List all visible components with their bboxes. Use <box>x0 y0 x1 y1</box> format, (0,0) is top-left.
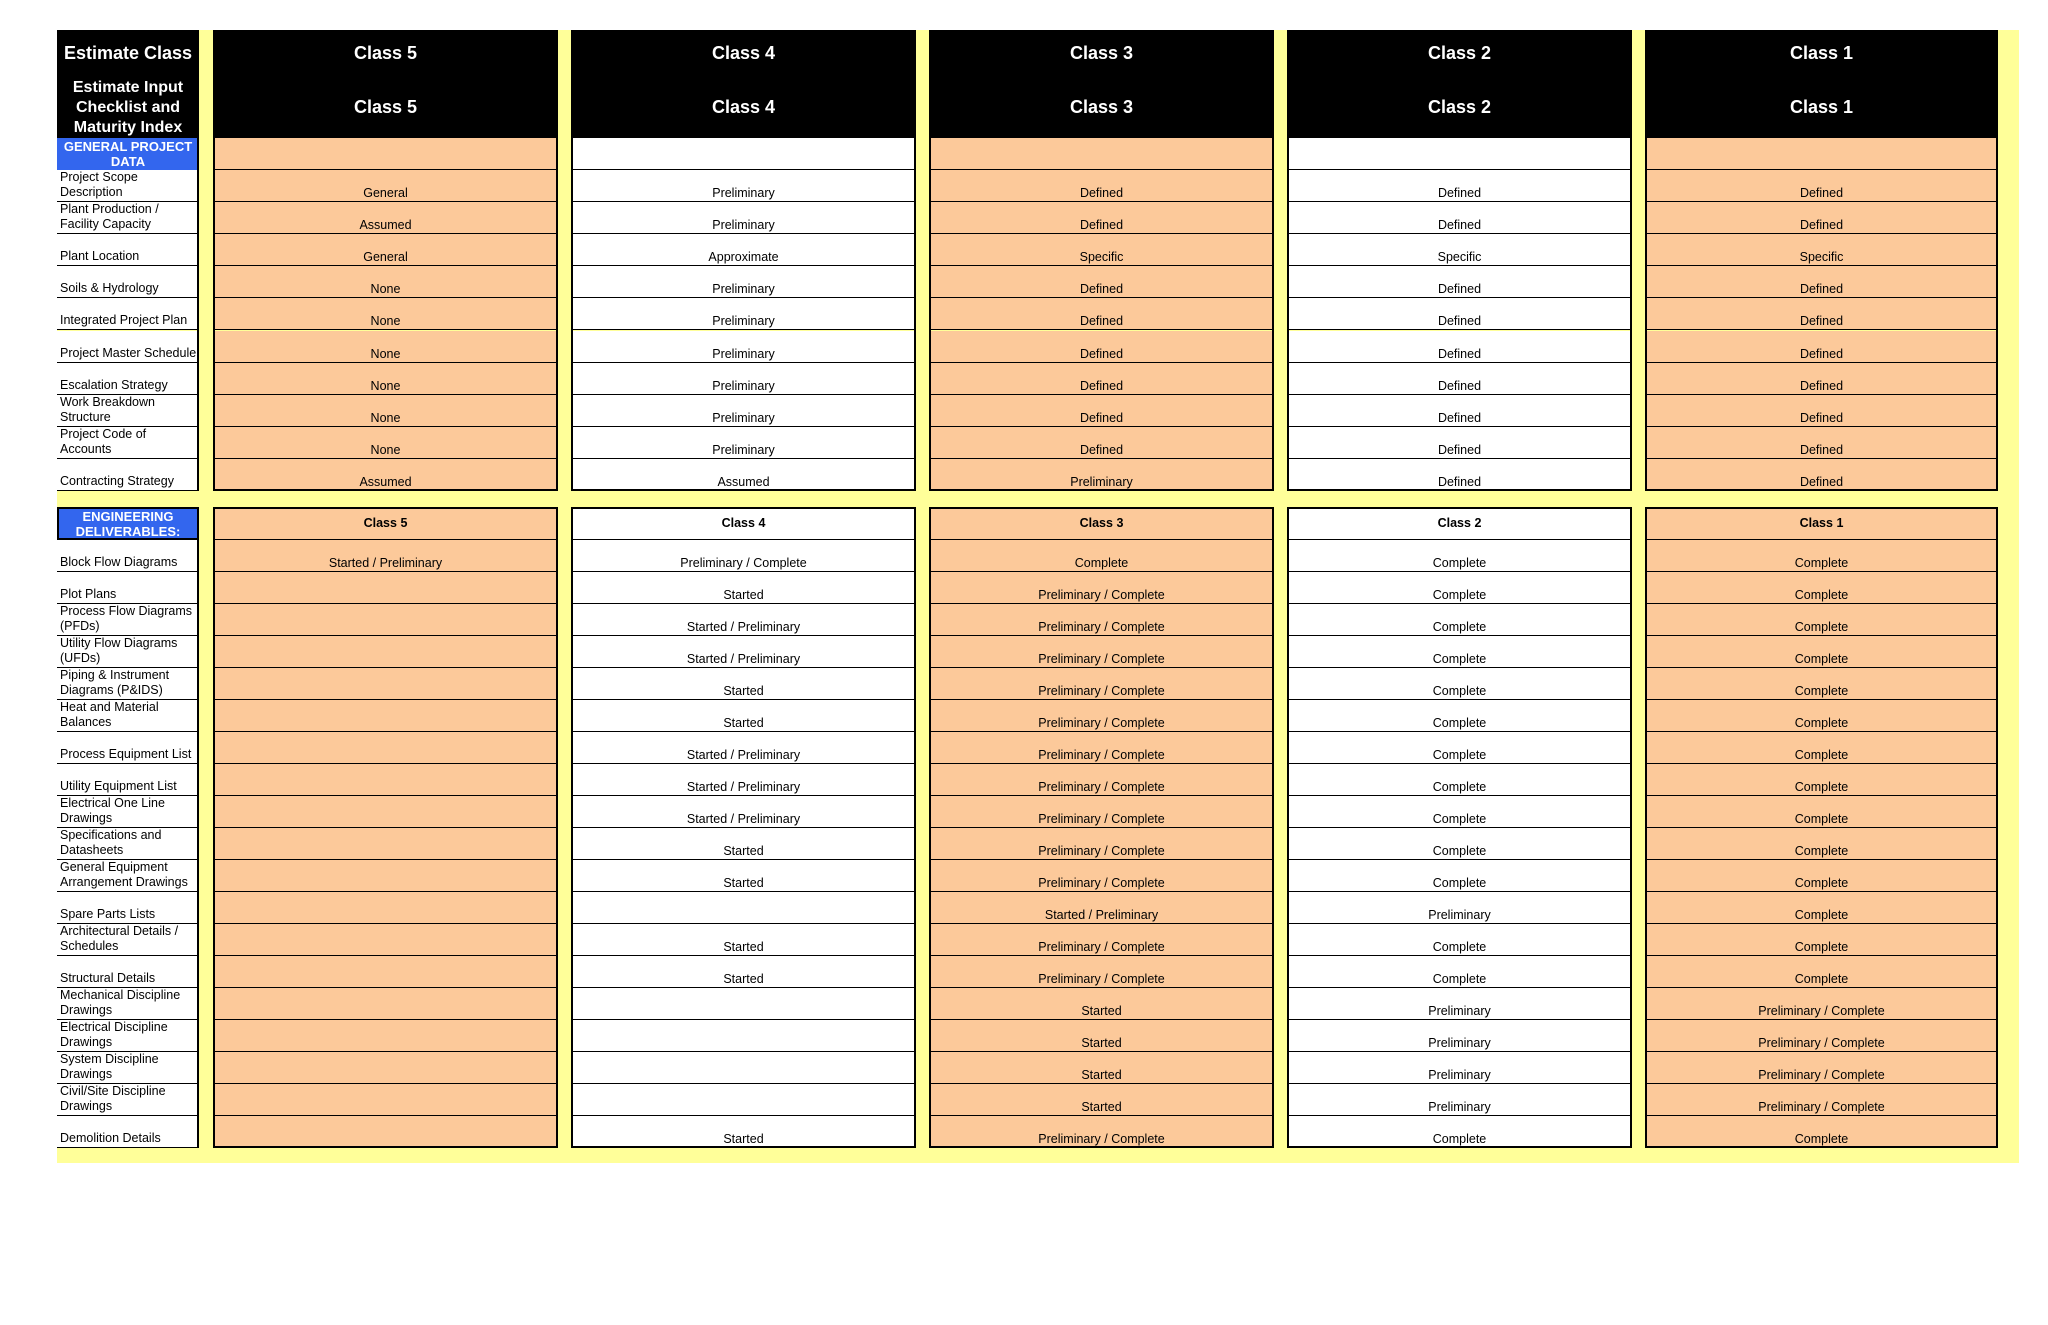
engineering-row-value <box>213 860 558 892</box>
engineering-row-value: Preliminary / Complete <box>571 540 916 572</box>
engineering-row-value <box>213 1020 558 1052</box>
general-row-label: Plant Production / Facility Capacity <box>57 202 199 234</box>
engineering-row-value: Complete <box>1645 796 1998 828</box>
engineering-row-value: Started <box>571 828 916 860</box>
engineering-row-value: Preliminary / Complete <box>929 860 1274 892</box>
engineering-class-subheader: Class 3 <box>929 507 1274 540</box>
engineering-row-value: Preliminary / Complete <box>929 764 1274 796</box>
general-row-label: Project Master Schedule <box>57 331 199 363</box>
general-row-value: Preliminary <box>571 427 916 459</box>
engineering-row-value: Started / Preliminary <box>571 604 916 636</box>
general-row-value: Preliminary <box>571 266 916 298</box>
general-row-value: Preliminary <box>571 363 916 395</box>
engineering-row-value: Complete <box>1645 700 1998 732</box>
engineering-row-value: Preliminary / Complete <box>1645 988 1998 1020</box>
general-row-value: Defined <box>1287 363 1632 395</box>
engineering-row-label: Demolition Details <box>57 1116 199 1148</box>
class-header-bottom: Class 3 <box>929 77 1274 138</box>
engineering-row-value: Complete <box>1287 668 1632 700</box>
engineering-row-label: Utility Equipment List <box>57 764 199 796</box>
general-row-value: None <box>213 363 558 395</box>
engineering-row-value <box>213 828 558 860</box>
engineering-row-value <box>213 988 558 1020</box>
general-row-value: Defined <box>929 395 1274 427</box>
engineering-row-value: Complete <box>1645 924 1998 956</box>
engineering-row-value: Complete <box>1287 700 1632 732</box>
engineering-row-value: Started / Preliminary <box>213 540 558 572</box>
engineering-row-value <box>213 924 558 956</box>
general-row-value: General <box>213 170 558 202</box>
general-row-value: Defined <box>1645 266 1998 298</box>
engineering-row-value: Complete <box>1287 540 1632 572</box>
engineering-row-value: Complete <box>1645 636 1998 668</box>
general-row-value: Defined <box>1645 170 1998 202</box>
engineering-row-value <box>571 892 916 924</box>
engineering-row-value: Preliminary / Complete <box>929 732 1274 764</box>
general-row-value: None <box>213 331 558 363</box>
general-row-value: Preliminary <box>929 459 1274 491</box>
engineering-row-value <box>213 796 558 828</box>
general-row-value: Defined <box>929 363 1274 395</box>
engineering-row-value <box>213 604 558 636</box>
engineering-row-value: Complete <box>1645 668 1998 700</box>
general-row-value: Defined <box>1645 363 1998 395</box>
engineering-row-value: Preliminary / Complete <box>1645 1084 1998 1116</box>
general-row-value: Specific <box>1645 234 1998 266</box>
engineering-row-value: Started <box>929 988 1274 1020</box>
engineering-row-label: Process Equipment List <box>57 732 199 764</box>
engineering-row-value: Preliminary <box>1287 1020 1632 1052</box>
general-row-value: None <box>213 395 558 427</box>
engineering-row-value: Complete <box>1645 892 1998 924</box>
general-row-value: Defined <box>1287 331 1632 363</box>
general-row-value: None <box>213 266 558 298</box>
engineering-row-value: Preliminary / Complete <box>1645 1052 1998 1084</box>
general-row-value: Defined <box>929 266 1274 298</box>
engineering-row-value: Started / Preliminary <box>571 636 916 668</box>
label-column-rule <box>197 138 199 491</box>
engineering-row-value <box>213 572 558 604</box>
class-header-top: Class 2 <box>1287 30 1632 77</box>
general-row-value: Defined <box>1287 202 1632 234</box>
engineering-row-label: Plot Plans <box>57 572 199 604</box>
engineering-class-subheader: Class 1 <box>1645 507 1998 540</box>
general-row-value: Defined <box>929 298 1274 330</box>
engineering-row-value <box>213 1052 558 1084</box>
general-row-value: Defined <box>929 331 1274 363</box>
engineering-row-value: Started / Preliminary <box>571 732 916 764</box>
general-row-value: Defined <box>1287 170 1632 202</box>
engineering-row-value: Complete <box>1645 732 1998 764</box>
general-row-label: Escalation Strategy <box>57 363 199 395</box>
section-blank-cell <box>929 138 1274 170</box>
general-row-label: Integrated Project Plan <box>57 298 199 330</box>
engineering-row-label: Architectural Details / Schedules <box>57 924 199 956</box>
engineering-row-value <box>213 636 558 668</box>
engineering-row-value <box>571 988 916 1020</box>
engineering-row-value: Complete <box>1287 956 1632 988</box>
engineering-class-subheader: Class 5 <box>213 507 558 540</box>
general-row-value: Defined <box>1645 427 1998 459</box>
engineering-row-value: Complete <box>1287 828 1632 860</box>
engineering-row-label: Piping & Instrument Diagrams (P&IDS) <box>57 668 199 700</box>
general-row-value: Preliminary <box>571 202 916 234</box>
engineering-row-label: General Equipment Arrangement Drawings <box>57 860 199 892</box>
section-blank-cell <box>213 138 558 170</box>
general-row-value: Assumed <box>213 459 558 491</box>
engineering-class-subheader: Class 2 <box>1287 507 1632 540</box>
engineering-row-value: Started <box>571 700 916 732</box>
engineering-row-value: Complete <box>1645 828 1998 860</box>
general-row-value: Defined <box>1287 459 1632 491</box>
engineering-row-value: Preliminary / Complete <box>929 924 1274 956</box>
general-row-label: Contracting Strategy <box>57 459 199 491</box>
engineering-row-label: Utility Flow Diagrams (UFDs) <box>57 636 199 668</box>
class-header-bottom: Class 5 <box>213 77 558 138</box>
engineering-row-label: Heat and Material Balances <box>57 700 199 732</box>
engineering-row-value: Complete <box>1287 796 1632 828</box>
general-row-value: Defined <box>1645 202 1998 234</box>
engineering-row-value <box>213 700 558 732</box>
class-header-bottom: Class 4 <box>571 77 916 138</box>
engineering-row-value: Complete <box>1645 764 1998 796</box>
engineering-row-value: Started / Preliminary <box>571 764 916 796</box>
engineering-row-value: Started <box>571 668 916 700</box>
general-row-value: Preliminary <box>571 395 916 427</box>
class-header-bottom: Class 1 <box>1645 77 1998 138</box>
general-row-label: Project Scope Description <box>57 170 199 202</box>
general-row-label: Plant Location <box>57 234 199 266</box>
engineering-row-value <box>213 764 558 796</box>
general-row-value: Defined <box>1287 395 1632 427</box>
engineering-row-label: Spare Parts Lists <box>57 892 199 924</box>
general-row-value: Assumed <box>213 202 558 234</box>
engineering-row-value: Complete <box>1645 604 1998 636</box>
engineering-row-value: Complete <box>929 540 1274 572</box>
engineering-row-value: Preliminary / Complete <box>929 604 1274 636</box>
engineering-row-label: System Discipline Drawings <box>57 1052 199 1084</box>
general-row-value: Defined <box>929 202 1274 234</box>
engineering-row-label: Process Flow Diagrams (PFDs) <box>57 604 199 636</box>
engineering-row-value <box>571 1084 916 1116</box>
general-row-value: Defined <box>1645 298 1998 330</box>
engineering-row-value: Preliminary <box>1287 1052 1632 1084</box>
engineering-row-value: Complete <box>1645 860 1998 892</box>
general-project-data-heading: GENERAL PROJECT DATA <box>57 138 199 170</box>
class-header-top: Class 1 <box>1645 30 1998 77</box>
engineering-row-value <box>213 1084 558 1116</box>
section-blank-cell <box>1645 138 1998 170</box>
section-blank-cell <box>1287 138 1632 170</box>
general-row-value: Assumed <box>571 459 916 491</box>
general-row-value: Preliminary <box>571 331 916 363</box>
class-header-bottom: Class 2 <box>1287 77 1632 138</box>
general-row-label: Work Breakdown Structure <box>57 395 199 427</box>
checklist-title: Estimate Input Checklist and Maturity Index <box>57 77 199 138</box>
engineering-row-value: Complete <box>1287 924 1632 956</box>
engineering-row-value: Preliminary / Complete <box>929 572 1274 604</box>
engineering-row-value: Preliminary / Complete <box>929 700 1274 732</box>
engineering-row-value <box>571 1020 916 1052</box>
general-row-value: General <box>213 234 558 266</box>
engineering-row-value: Started <box>929 1084 1274 1116</box>
engineering-row-value: Complete <box>1645 956 1998 988</box>
general-row-value: Defined <box>1287 427 1632 459</box>
engineering-row-label: Electrical Discipline Drawings <box>57 1020 199 1052</box>
engineering-row-value: Started <box>571 956 916 988</box>
engineering-row-value: Started / Preliminary <box>929 892 1274 924</box>
engineering-row-value: Complete <box>1645 1116 1998 1148</box>
engineering-row-value: Preliminary / Complete <box>929 796 1274 828</box>
general-row-label: Project Code of Accounts <box>57 427 199 459</box>
engineering-row-value <box>213 892 558 924</box>
engineering-row-value: Complete <box>1287 764 1632 796</box>
general-row-value: Defined <box>1645 459 1998 491</box>
general-row-value: Preliminary <box>571 170 916 202</box>
general-row-value: Preliminary <box>571 298 916 330</box>
general-row-value: Defined <box>1645 331 1998 363</box>
general-row-value: Specific <box>1287 234 1632 266</box>
engineering-row-value: Preliminary / Complete <box>929 828 1274 860</box>
engineering-row-value: Preliminary <box>1287 1084 1632 1116</box>
general-row-value: Defined <box>929 170 1274 202</box>
general-row-value: Approximate <box>571 234 916 266</box>
engineering-row-label: Mechanical Discipline Drawings <box>57 988 199 1020</box>
general-row-label: Soils & Hydrology <box>57 266 199 298</box>
engineering-row-value: Preliminary <box>1287 988 1632 1020</box>
engineering-row-value: Complete <box>1287 1116 1632 1148</box>
engineering-row-value: Preliminary / Complete <box>929 1116 1274 1148</box>
section-blank-cell <box>571 138 916 170</box>
class-header-top: Class 5 <box>213 30 558 77</box>
estimate-class-title: Estimate Class <box>57 30 199 77</box>
class-header-top: Class 3 <box>929 30 1274 77</box>
engineering-row-label: Structural Details <box>57 956 199 988</box>
engineering-class-subheader: Class 4 <box>571 507 916 540</box>
general-row-value: Defined <box>1287 266 1632 298</box>
engineering-row-value <box>213 732 558 764</box>
engineering-row-value: Complete <box>1287 572 1632 604</box>
engineering-row-value: Preliminary / Complete <box>929 668 1274 700</box>
engineering-row-value: Complete <box>1287 636 1632 668</box>
engineering-row-value: Started <box>571 860 916 892</box>
engineering-row-value: Complete <box>1645 572 1998 604</box>
engineering-row-value: Preliminary / Complete <box>929 636 1274 668</box>
engineering-row-label: Specifications and Datasheets <box>57 828 199 860</box>
engineering-row-value <box>213 668 558 700</box>
class-header-top: Class 4 <box>571 30 916 77</box>
general-row-value: None <box>213 427 558 459</box>
engineering-row-value <box>213 1116 558 1148</box>
engineering-row-value: Complete <box>1287 732 1632 764</box>
engineering-row-value: Started <box>571 572 916 604</box>
engineering-row-label: Block Flow Diagrams <box>57 540 199 572</box>
engineering-row-value: Started / Preliminary <box>571 796 916 828</box>
engineering-row-value: Started <box>929 1020 1274 1052</box>
engineering-row-value: Started <box>571 924 916 956</box>
engineering-row-value: Started <box>571 1116 916 1148</box>
engineering-row-label: Electrical One Line Drawings <box>57 796 199 828</box>
engineering-row-value: Complete <box>1287 604 1632 636</box>
general-row-value: Defined <box>1287 298 1632 330</box>
engineering-row-value <box>571 1052 916 1084</box>
engineering-deliverables-heading: ENGINEERING DELIVERABLES: <box>57 507 199 540</box>
engineering-row-value: Preliminary / Complete <box>929 956 1274 988</box>
general-row-value: None <box>213 298 558 330</box>
engineering-row-value: Started <box>929 1052 1274 1084</box>
general-row-value: Defined <box>1645 395 1998 427</box>
general-row-value: Defined <box>929 427 1274 459</box>
engineering-row-label: Civil/Site Discipline Drawings <box>57 1084 199 1116</box>
general-row-value: Specific <box>929 234 1274 266</box>
engineering-row-value <box>213 956 558 988</box>
engineering-row-value: Complete <box>1287 860 1632 892</box>
engineering-row-value: Complete <box>1645 540 1998 572</box>
engineering-row-value: Preliminary / Complete <box>1645 1020 1998 1052</box>
label-column-rule <box>197 507 199 1148</box>
engineering-row-value: Preliminary <box>1287 892 1632 924</box>
